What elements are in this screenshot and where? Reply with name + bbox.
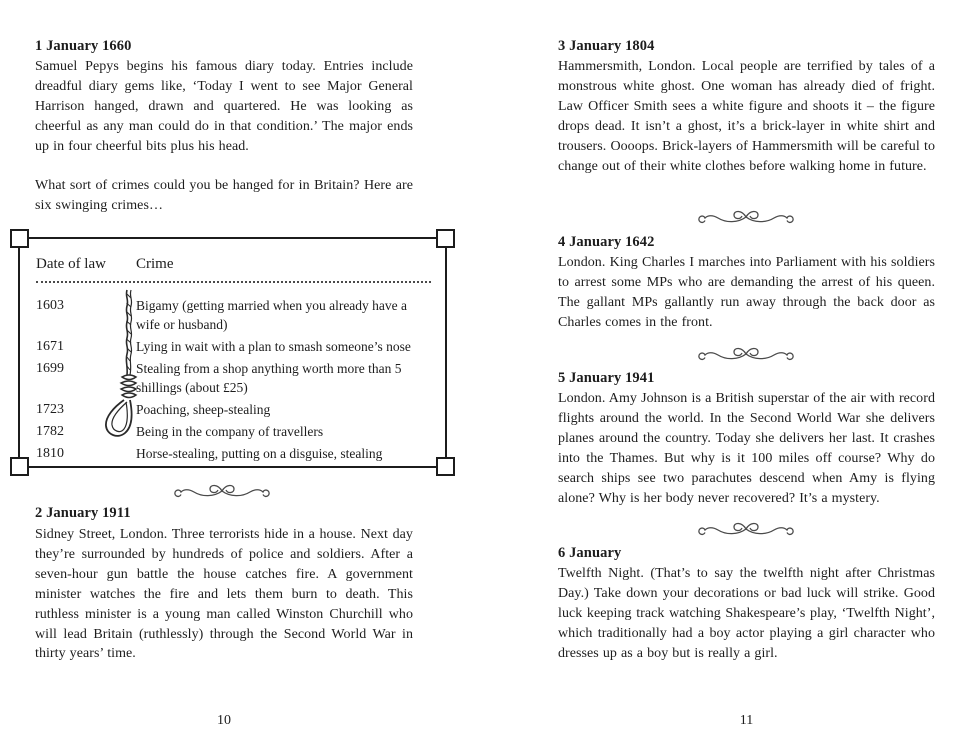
row-crime: Poaching, sheep-stealing	[136, 402, 271, 417]
row-date: 1723	[36, 402, 64, 417]
entry-heading: 5 January 1941	[558, 370, 655, 386]
table-row	[36, 359, 431, 397]
table-row	[36, 296, 431, 334]
entry-body: Twelfth Night. (That’s to say the twelfth night after Christmas Day.) Take down your decorations or bad luck will strike. Good luck keeping track watching Shakespeare’s play, ‘Twelfth Night’, which traditionally had a boy actor playing a girl character who dresses up as a boy but is really a girl.	[558, 566, 935, 661]
page-number-right: 11	[739, 713, 754, 728]
dotted-rule	[36, 281, 431, 283]
row-crime: Lying in wait with a plan to smash someone’s nose	[136, 339, 411, 354]
table-row	[36, 422, 431, 441]
table-row	[36, 337, 431, 356]
entry-heading: 6 January	[558, 545, 622, 561]
flourish-divider-icon	[695, 344, 797, 364]
noose-icon	[100, 289, 148, 441]
entry-body: Hammersmith, London. Local people are terrified by tales of a monstrous white ghost. One woman has already died of fright. Law Officer Smith sees a white figure and shoots it – the figure drops dead. It isn’t a ghost, it’s a brick-layer in white shirt and trousers. Oooops. Brick-layers of Hammersmith will be careful to change out of their white clothes before walking home in future.	[558, 59, 935, 174]
flourish-divider-icon	[171, 481, 273, 501]
table-header-crime: Crime	[136, 256, 174, 272]
row-date: 1810	[36, 446, 64, 461]
row-crime: Stealing from a shop anything worth more than 5 shillings (about £25)	[136, 361, 402, 395]
law-table	[20, 239, 445, 466]
page-number-left: 10	[217, 713, 231, 728]
table-header-date: Date of law	[36, 256, 106, 272]
flourish-divider-icon	[695, 519, 797, 539]
entry-heading: 4 January 1642	[558, 234, 655, 250]
row-crime: Horse-stealing, putting on a disguise, stealing	[136, 446, 383, 461]
entry-body: London. Amy Johnson is a British superstar of the air with record flights around the world. In the Second World War she delivers planes around the country. Today she delivers her last. It crashes into the Thames. But why is it 100 miles off course? Why do search ships see two parachutes descend when Amy is flying alone? Why is her body never recovered? It’s a mystery.	[558, 391, 935, 506]
table-row	[36, 400, 431, 419]
entry-heading: 2 January 1911	[35, 505, 131, 521]
entry-body: Samuel Pepys begins his famous diary today. Entries include dreadful diary gems like, ‘Today I went to see Major General Harrison hanged, drawn and quartered. He was looking as cheerful as any man could do in that condition.’ The major ends up in four cheerful bits plus his head.	[35, 59, 413, 154]
entry-body: London. King Charles I marches into Parliament with his soldiers to arrest some MPs who are demanding the arrest of his queen. The gallant MPs gallantly run away through the back door as Charles comes in the front.	[558, 255, 935, 330]
row-date: 1603	[36, 298, 64, 313]
row-crime: Bigamy (getting married when you already have a wife or husband)	[136, 298, 408, 332]
table-row	[36, 444, 431, 463]
entry-heading: 3 January 1804	[558, 38, 655, 54]
row-date: 1699	[36, 361, 64, 376]
law-table-frame	[18, 237, 447, 468]
row-crime: Being in the company of travellers	[136, 424, 324, 439]
row-date: 1782	[36, 424, 64, 439]
entry-body: What sort of crimes could you be hanged for in Britain? Here are six swinging crimes…	[35, 178, 413, 213]
entry-heading: 1 January 1660	[35, 38, 132, 54]
row-date: 1671	[36, 339, 64, 354]
entry-body: Sidney Street, London. Three terrorists hide in a house. Next day they’re surrounded by hundreds of police and soldiers. After a seven-hour gun battle the house catches fire. A government minister watches the fire and lets them burn to death. This ruthless minister is a young man called Winston Churchill who will lead Britain (ruthlessly) through the Second World War in thirty years’ time.	[35, 527, 413, 662]
flourish-divider-icon	[695, 207, 797, 227]
